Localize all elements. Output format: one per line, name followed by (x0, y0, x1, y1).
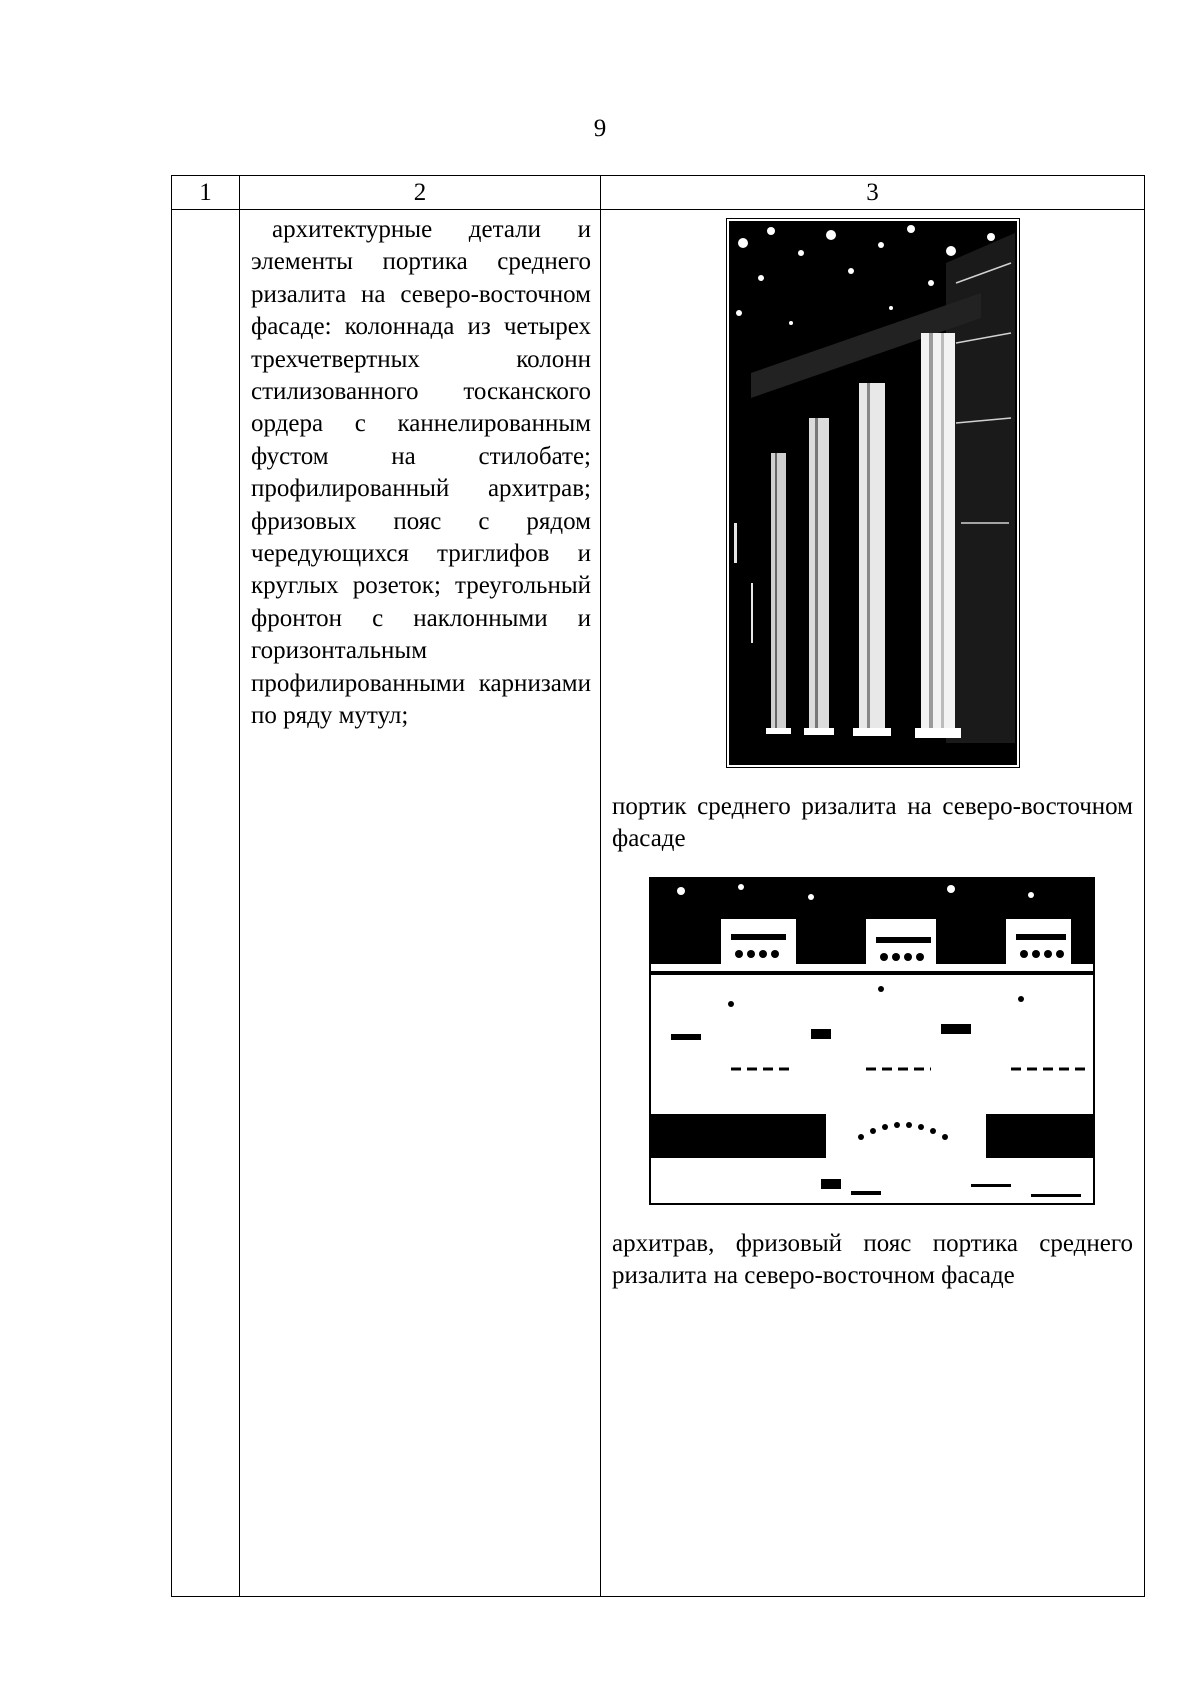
table-left-border (171, 175, 172, 1597)
table-col-divider-2 (600, 175, 601, 1597)
table-col-divider-1 (239, 175, 240, 1597)
frieze-photo-svg (651, 879, 1093, 1203)
frieze-photo-icon (649, 877, 1095, 1205)
page-number: 9 (593, 115, 607, 142)
table-header-col-3: 3 (866, 179, 879, 206)
table-bottom-border (171, 1596, 1145, 1597)
portico-photo-svg (731, 223, 1015, 763)
object-description: архитектурные детали и элементы портика среднего ризалита на северо-восточном фасаде: колоннада из четырех трехчетвертных колонн стилизованного тосканского ордера с каннелированным фустом на стилобате; профилированный архитрав; фризовых пояс с рядом чередующихся триглифов и круглых розеток; треугольный фронтон с наклонными и горизонтальным профилированными карнизами по ряду мутул; (251, 216, 591, 730)
frieze-photo-caption: архитрав, фризовый пояс портика среднего ризалита на северо-восточном фасаде (612, 1230, 1133, 1290)
portico-photo-icon (729, 221, 1017, 765)
table-header-col-1: 1 (199, 179, 212, 206)
portico-photo-caption: портик среднего ризалита на северо-восточном фасаде (612, 793, 1133, 853)
table-header-col-2: 2 (413, 179, 427, 206)
table-right-border (1144, 175, 1145, 1597)
